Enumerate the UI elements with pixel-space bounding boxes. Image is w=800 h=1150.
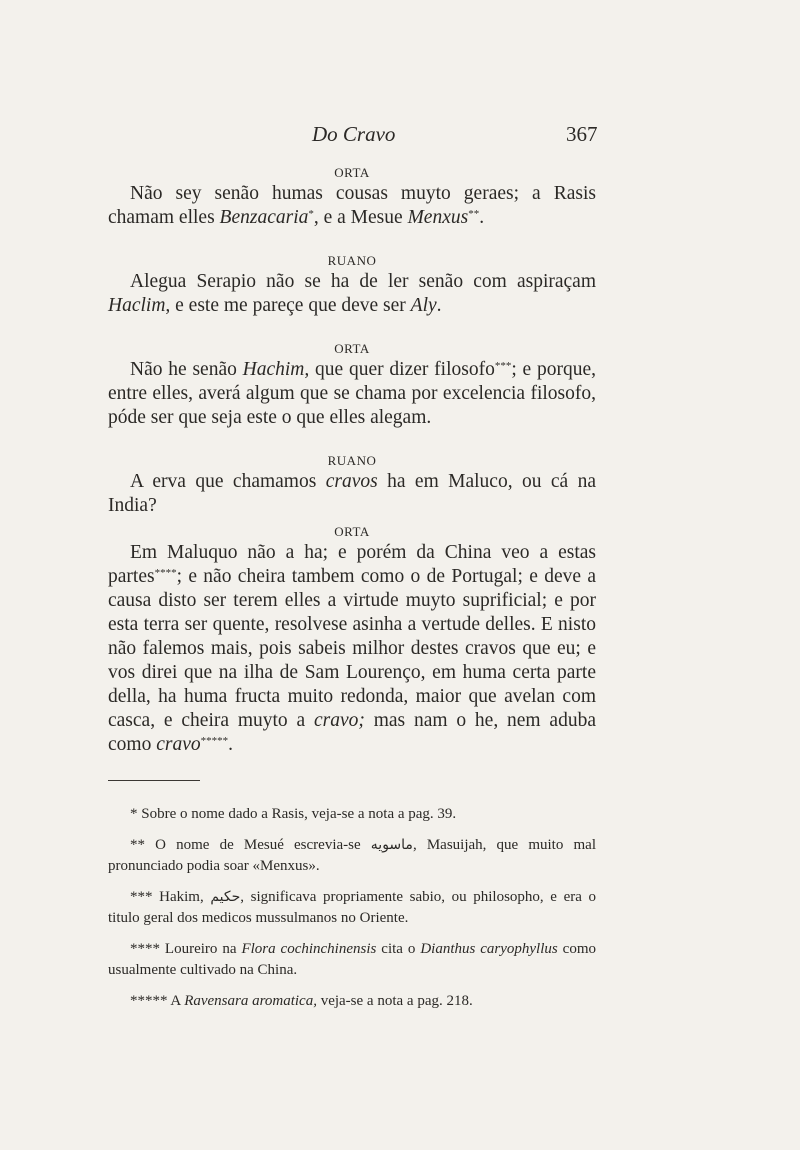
footnote-mark: *****	[130, 993, 168, 1009]
text-run: , e a Mesue	[313, 207, 408, 228]
italic-term: Hachim,	[242, 359, 310, 380]
italic-term: Menxus	[407, 207, 469, 228]
footnote-marker: ****	[154, 567, 177, 579]
footnote	[108, 939, 596, 981]
footnote	[108, 804, 596, 825]
italic-term: Flora cochinchinensis	[241, 941, 377, 957]
text-run: Não he senão	[130, 359, 243, 380]
text-run: ; e porque, entre elles, averá algum que se chama por excelencia filosofo, póde ser que seja este o que elles alegam.	[108, 359, 596, 428]
page-number: 367	[566, 122, 598, 146]
footnote-marker: *	[308, 208, 314, 220]
footnotes	[108, 804, 596, 1022]
running-title: Do Cravo	[312, 122, 396, 146]
arabic-word: حكيم	[210, 889, 241, 905]
footnote-text: cita o	[376, 941, 421, 957]
footnote-separator	[108, 780, 200, 781]
italic-term: cravo;	[313, 710, 365, 731]
dialogue-paragraph	[108, 470, 596, 518]
speaker-label: RUANO	[327, 253, 377, 268]
footnote-marker: ***	[494, 360, 512, 372]
italic-term: Haclim,	[108, 295, 171, 316]
footnote-mark: ***	[130, 889, 153, 905]
footnote-marker: **	[468, 208, 480, 220]
italic-term: cravos	[325, 471, 378, 492]
footnote	[108, 887, 596, 929]
footnote-text: O nome de Mesué escrevia-se	[145, 837, 371, 853]
footnote-marker: *****	[200, 735, 229, 747]
speaker-label: RUANO	[327, 453, 377, 468]
footnote	[108, 835, 596, 877]
footnote-text: veja-se a nota a pag. 218.	[316, 993, 473, 1009]
speaker-label: ORTA	[334, 524, 370, 539]
dialogue-text	[108, 164, 596, 757]
text-run: que quer dizer filosofo	[309, 359, 495, 380]
footnote-text: Sobre o nome dado a Rasis, veja-se a nota a pag. 39.	[137, 806, 457, 822]
italic-term: Dianthus caryophyllus	[420, 941, 558, 957]
footnote-mark: *	[130, 806, 138, 822]
italic-term: Ravensara aromatica,	[184, 993, 317, 1009]
footnote-text: Loureiro na	[160, 941, 242, 957]
dialogue-paragraph	[108, 541, 596, 757]
text-run: .	[479, 207, 485, 228]
footnote-text: Hakim,	[152, 889, 211, 905]
text-run: Não sey senão humas cousas muyto geraes; a Rasis chamam elles	[108, 183, 596, 228]
text-run: e este me pareçe que deve ser	[170, 295, 411, 316]
dialogue-paragraph	[108, 358, 596, 430]
text-run: .	[436, 295, 442, 316]
text-run: .	[228, 734, 233, 755]
text-run: Em Maluquo não a ha; e porém da China veo a estas partes	[108, 542, 596, 587]
text-run: A erva que chamamos	[130, 471, 326, 492]
footnote-text: , significava propriamente sabio, ou philosopho, e era o titulo geral dos medicos mussulmanos no Oriente.	[108, 889, 597, 926]
footnote	[108, 991, 596, 1012]
italic-term: cravo	[156, 734, 201, 755]
text-run: ; e não cheira tambem como o de Portugal; e deve a causa disto ser terem elles a virtude muyto suprificial; e por esta terra ser quente, resolvese asinha a vertude delles. E nisto não falemos mais, pois sabeis milhor destes cravos que eu; e vos direi que na ilha de Sam Lourenço, em huma certa parte della, ha huma fructa muito redonda, maior que avelan com casca, e cheira muyto a	[108, 566, 596, 731]
footnote-text: como usualmente cultivado na China.	[108, 941, 596, 978]
footnote-mark: **	[130, 837, 145, 853]
dialogue-paragraph	[108, 270, 596, 318]
italic-term: Benzacaria	[219, 207, 309, 228]
speaker-label: ORTA	[334, 341, 370, 356]
footnote-text: , Masuijah, que muito mal pronunciado podia soar «Menxus».	[108, 837, 596, 874]
speaker-label: ORTA	[334, 165, 370, 180]
text-run: ha em Maluco, ou cá na India?	[108, 471, 597, 516]
arabic-word: ماسويه	[370, 837, 413, 853]
italic-term: Aly	[410, 295, 437, 316]
dialogue-paragraph	[108, 182, 596, 230]
text-run: Alegua Serapio não se ha de ler senão com aspiraçam	[130, 271, 596, 292]
footnote-mark: ****	[130, 941, 160, 957]
text-run: mas nam o he, nem aduba como	[108, 710, 596, 755]
footnote-text: A	[167, 993, 185, 1009]
page-header	[0, 122, 800, 152]
